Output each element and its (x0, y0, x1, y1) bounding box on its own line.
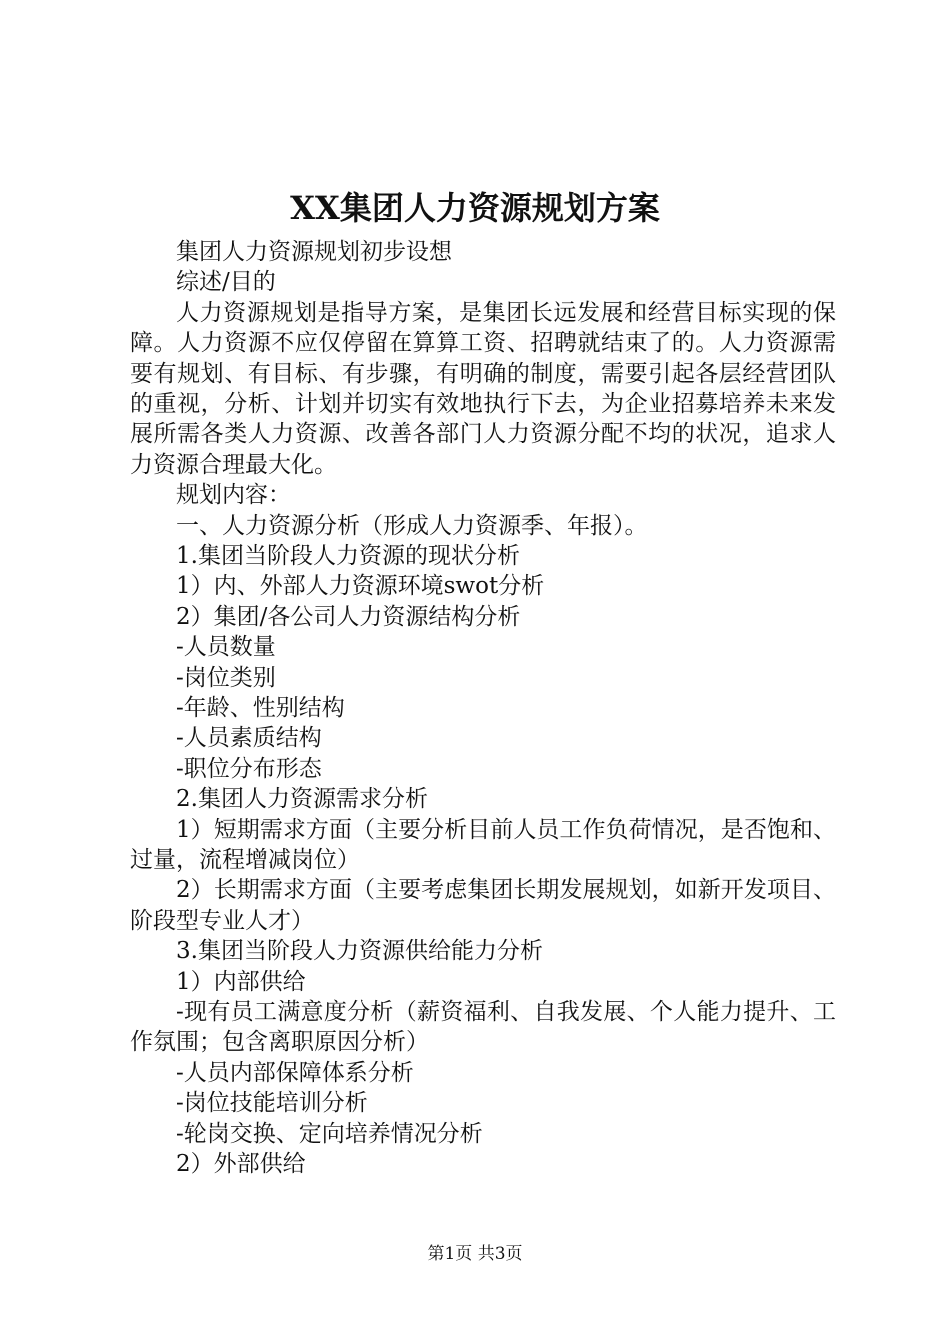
paragraph-line: 综述/目的 (176, 269, 276, 296)
section-heading: 一、人力资源分析（形成人力资源季、年报）。 (176, 512, 648, 539)
paragraph: 人力资源规划是指导方案，是集团长远发展和经营目标实现的保障。人力资源不应仅停留在算算工资、招聘就结束了的。人力资源需要有规划、有目标、有步骤，有明确的制度，需要引起各层经营团队的重视，分析、计划并切实有效地执行下去，为企业招募培养未来发展所需各类人力资源、改善各部门人力资源分配不均的状况，追求人力资源合理最大化。 (130, 299, 836, 478)
list-item: -人员素质结构 (176, 725, 322, 752)
subsection-heading: 1.集团当阶段人力资源的现状分析 (176, 543, 520, 569)
list-item: -轮岗交换、定向培养情况分析 (176, 1120, 483, 1147)
page-number-footer: 第1页 共3页 (427, 1244, 523, 1264)
paragraph-line: 集团人力资源规划初步设想 (176, 239, 452, 265)
list-item: 1）内、外部人力资源环境swot分析 (176, 573, 545, 600)
paragraph: -现有员工满意度分析（薪资福利、自我发展、个人能力提升、工作氛围；包含离职原因分析） (130, 998, 836, 1056)
subsection-heading: 3.集团当阶段人力资源供给能力分析 (176, 938, 543, 965)
list-item: -职位分布形态 (176, 755, 322, 782)
list-item: -年龄、性别结构 (176, 694, 345, 721)
document-title: XX集团人力资源规划方案 (290, 189, 660, 227)
document-body (130, 237, 836, 1179)
list-item: 1）内部供给 (176, 968, 306, 995)
subsection-heading: 2.集团人力资源需求分析 (176, 786, 428, 813)
paragraph: 1）短期需求方面（主要分析目前人员工作负荷情况，是否饱和、过量，流程增减岗位） (130, 816, 836, 873)
list-item: -岗位类别 (176, 664, 276, 691)
list-item: 2）集团/各公司人力资源结构分析 (176, 603, 521, 630)
list-item: -人员内部保障体系分析 (176, 1059, 414, 1086)
paragraph-line: 规划内容： (176, 482, 291, 509)
paragraph: 2）长期需求方面（主要考虑集团长期发展规划，如新开发项目、阶段型专业人才） (130, 877, 836, 934)
list-item: -人员数量 (176, 634, 276, 661)
list-item: 2）外部供给 (176, 1150, 306, 1177)
list-item: -岗位技能培训分析 (176, 1090, 368, 1117)
